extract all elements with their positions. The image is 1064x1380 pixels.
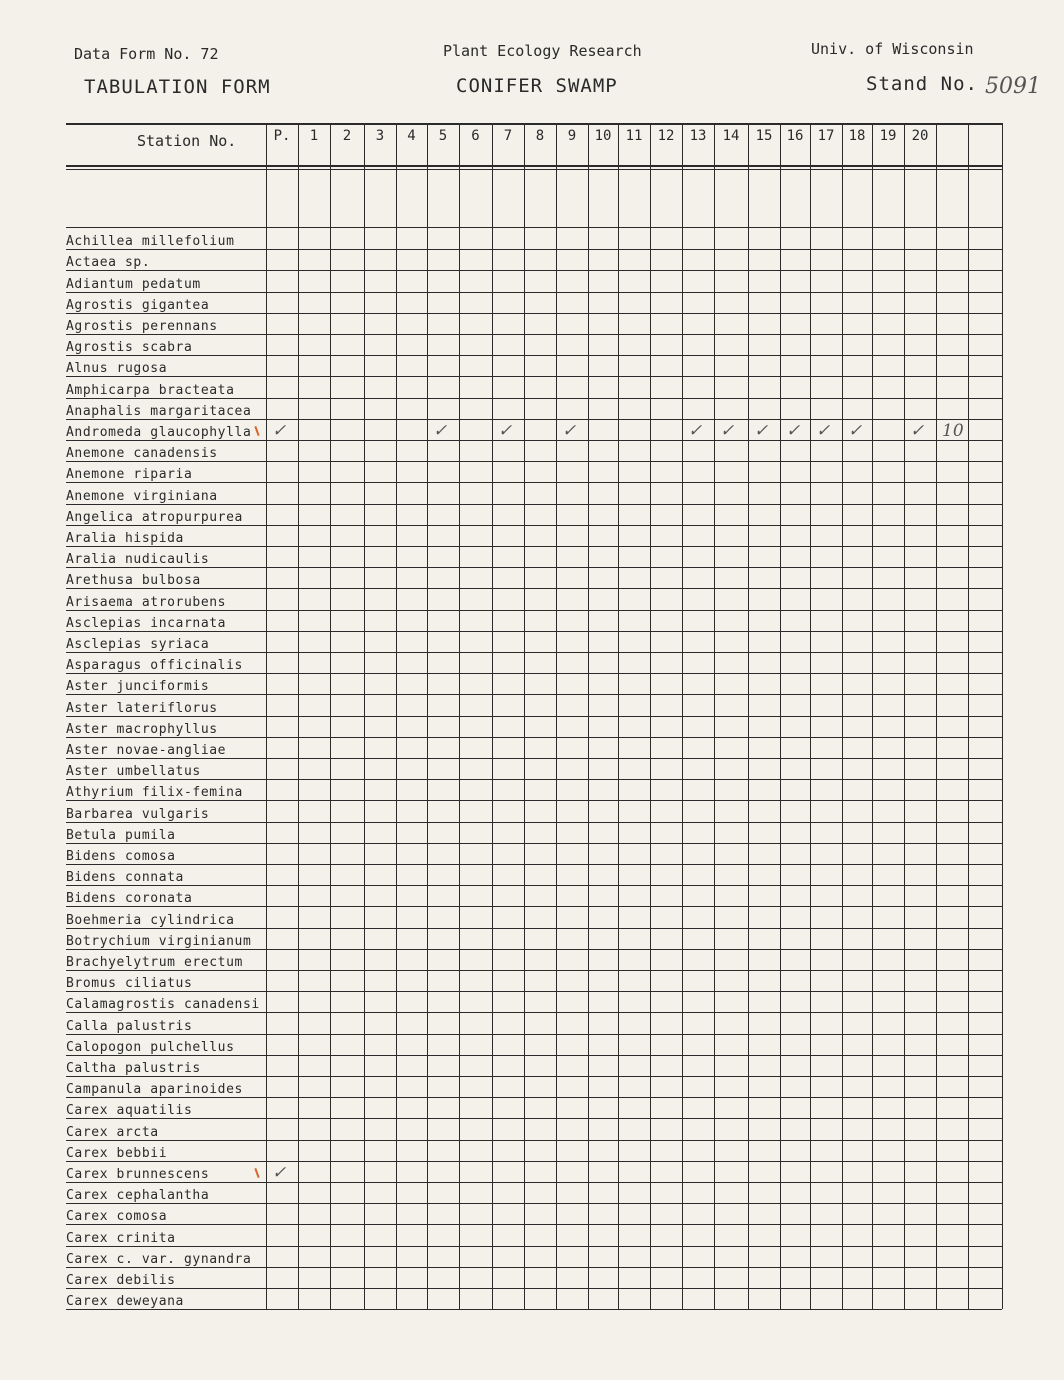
species-label: Asparagus officinalis bbox=[66, 658, 243, 674]
species-label: Bromus ciliatus bbox=[66, 976, 193, 992]
species-label: Botrychium virginianum bbox=[66, 933, 252, 949]
row-line bbox=[66, 716, 1002, 717]
row-line bbox=[66, 991, 1002, 992]
species-label: Bidens comosa bbox=[66, 849, 176, 864]
row-line bbox=[66, 588, 1002, 589]
column-header: 5 bbox=[438, 128, 448, 144]
column-header: 1 bbox=[309, 128, 319, 144]
row-line bbox=[66, 376, 1002, 377]
species-label: Achillea millefolium bbox=[66, 234, 235, 250]
column-header: 10 bbox=[594, 128, 612, 144]
row-line bbox=[66, 249, 1002, 250]
row-line bbox=[66, 970, 1002, 971]
row-line bbox=[66, 822, 1002, 823]
row-line bbox=[66, 1012, 1002, 1013]
column-header: 11 bbox=[625, 128, 643, 144]
red-tick-mark bbox=[254, 426, 259, 436]
species-label: Asclepias syriaca bbox=[66, 637, 210, 652]
red-tick-mark bbox=[254, 1168, 259, 1178]
column-header: 16 bbox=[786, 128, 804, 144]
row-line bbox=[66, 1140, 1002, 1141]
species-label: Agrostis perennans bbox=[66, 319, 218, 334]
station-number-label: Station No. bbox=[137, 132, 237, 150]
row-line bbox=[66, 525, 1002, 526]
species-label: Adiantum pedatum bbox=[66, 276, 201, 292]
column-header: 14 bbox=[722, 128, 740, 144]
species-label: Carex debilis bbox=[66, 1273, 176, 1288]
row-line bbox=[66, 1055, 1002, 1056]
row-line bbox=[66, 292, 1002, 293]
species-label: Arethusa bulbosa bbox=[66, 573, 201, 589]
column-header: P. bbox=[273, 128, 291, 144]
cell-entry: ✓ bbox=[786, 421, 801, 441]
column-header: 8 bbox=[535, 128, 545, 144]
column-divider bbox=[1002, 123, 1003, 1309]
row-line bbox=[66, 800, 1002, 801]
row-line bbox=[66, 694, 1002, 695]
table-top-border bbox=[66, 123, 1002, 125]
column-header: 19 bbox=[879, 128, 897, 144]
cell-entry: ✓ bbox=[848, 421, 863, 441]
row-line bbox=[66, 461, 1002, 462]
species-label: Betula pumila bbox=[66, 827, 176, 843]
form-subtitle: CONIFER SWAMP bbox=[456, 75, 618, 97]
column-header: 20 bbox=[911, 128, 929, 144]
species-label: Carex comosa bbox=[66, 1209, 168, 1225]
row-line bbox=[66, 843, 1002, 844]
column-header: 4 bbox=[407, 128, 416, 144]
species-label: Caltha palustris bbox=[66, 1061, 201, 1076]
row-line bbox=[66, 673, 1002, 674]
form-number: Data Form No. 72 bbox=[74, 45, 219, 63]
column-header: 3 bbox=[375, 128, 385, 144]
species-label: Carex deweyana bbox=[66, 1294, 184, 1310]
row-line bbox=[66, 1076, 1002, 1077]
row-line bbox=[66, 419, 1002, 420]
stand-number-value: 5091 bbox=[985, 74, 1041, 99]
species-label: Aster novae-angliae bbox=[66, 743, 227, 758]
row-line bbox=[66, 1182, 1002, 1183]
row-line bbox=[66, 504, 1002, 505]
row-line bbox=[66, 906, 1002, 907]
header-bottom-border bbox=[66, 165, 1002, 167]
row-line bbox=[66, 885, 1002, 886]
species-label: Andromeda glaucophylla bbox=[66, 425, 252, 440]
cell-entry: ✓ bbox=[720, 421, 735, 441]
species-label: Carex bebbii bbox=[66, 1145, 168, 1161]
row-line bbox=[66, 1161, 1002, 1162]
species-label: Calamagrostis canadensi bbox=[66, 997, 260, 1013]
row-line bbox=[66, 652, 1002, 653]
species-label: Bidens coronata bbox=[66, 891, 193, 907]
row-line bbox=[66, 1118, 1002, 1119]
row-line bbox=[66, 1203, 1002, 1204]
cell-entry: ✓ bbox=[433, 421, 448, 441]
species-label: Actaea sp. bbox=[66, 255, 151, 271]
species-label: Aster macrophyllus bbox=[66, 721, 218, 737]
species-label: Amphicarpa bracteata bbox=[66, 382, 235, 398]
column-header: 17 bbox=[817, 128, 835, 144]
row-line bbox=[66, 779, 1002, 780]
row-line bbox=[66, 631, 1002, 632]
cell-entry: ✓ bbox=[272, 1163, 287, 1183]
species-label: Aster umbellatus bbox=[66, 764, 201, 780]
column-header: 18 bbox=[848, 128, 866, 144]
species-label: Carex c. var. gynandra bbox=[66, 1251, 252, 1267]
organization: Plant Ecology Research bbox=[443, 42, 642, 60]
species-label: Arisaema atrorubens bbox=[66, 594, 227, 610]
row-line bbox=[66, 313, 1002, 314]
cell-entry: ✓ bbox=[498, 421, 513, 441]
species-label: Agrostis scabra bbox=[66, 340, 193, 356]
species-label: Anemone riparia bbox=[66, 467, 193, 483]
row-line bbox=[66, 864, 1002, 865]
row-line bbox=[66, 928, 1002, 929]
species-label: Carex brunnescens bbox=[66, 1167, 210, 1182]
row-line bbox=[66, 1267, 1002, 1268]
stand-number-label: Stand No. bbox=[866, 73, 978, 95]
row-line bbox=[66, 949, 1002, 950]
form-title: TABULATION FORM bbox=[84, 76, 271, 98]
row-line bbox=[66, 1034, 1002, 1035]
cell-entry: ✓ bbox=[910, 421, 925, 441]
row-line bbox=[66, 567, 1002, 568]
row-line bbox=[66, 546, 1002, 547]
species-label: Calopogon pulchellus bbox=[66, 1039, 235, 1055]
row-line bbox=[66, 482, 1002, 483]
row-line bbox=[66, 1097, 1002, 1098]
species-label: Anaphalis margaritacea bbox=[66, 403, 252, 419]
species-label: Alnus rugosa bbox=[66, 361, 168, 377]
row-line bbox=[66, 758, 1002, 759]
cell-entry: ✓ bbox=[562, 421, 577, 441]
column-header: 12 bbox=[657, 128, 675, 144]
row-line bbox=[66, 610, 1002, 611]
row-line bbox=[66, 1309, 1002, 1310]
row-line bbox=[66, 398, 1002, 399]
row-line bbox=[66, 355, 1002, 356]
column-header: 15 bbox=[755, 128, 773, 144]
species-label: Campanula aparinoides bbox=[66, 1082, 243, 1098]
university: Univ. of Wisconsin bbox=[811, 40, 974, 58]
species-label: Angelica atropurpurea bbox=[66, 509, 243, 525]
cell-entry: ✓ bbox=[816, 421, 831, 441]
species-label: Aster junciformis bbox=[66, 679, 210, 695]
row-line bbox=[66, 270, 1002, 271]
species-label: Boehmeria cylindrica bbox=[66, 912, 235, 928]
cell-entry: ✓ bbox=[272, 421, 287, 441]
row-line bbox=[66, 334, 1002, 335]
cell-entry: ✓ bbox=[688, 421, 703, 441]
header-bottom-border-2 bbox=[66, 169, 1002, 170]
species-label: Aster lateriflorus bbox=[66, 700, 218, 716]
species-label: Barbarea vulgaris bbox=[66, 806, 210, 822]
species-label: Brachyelytrum erectum bbox=[66, 955, 243, 970]
row-line bbox=[66, 1224, 1002, 1225]
column-header: 6 bbox=[471, 128, 480, 144]
row-line bbox=[66, 1288, 1002, 1289]
species-label: Anemone canadensis bbox=[66, 446, 218, 462]
species-label: Carex crinita bbox=[66, 1230, 176, 1246]
column-header: 9 bbox=[567, 128, 577, 144]
row-line bbox=[66, 737, 1002, 738]
column-header: 7 bbox=[503, 128, 513, 144]
species-label: Agrostis gigantea bbox=[66, 297, 210, 313]
species-label: Asclepias incarnata bbox=[66, 615, 227, 631]
species-label: Aralia hispida bbox=[66, 531, 184, 546]
cell-entry: ✓ bbox=[754, 421, 769, 441]
species-label: Aralia nudicaulis bbox=[66, 552, 210, 568]
species-label: Athyrium filix-femina bbox=[66, 785, 243, 801]
species-label: Carex arcta bbox=[66, 1124, 159, 1140]
species-label: Anemone virginiana bbox=[66, 488, 218, 504]
row-line bbox=[66, 1246, 1002, 1247]
column-header: 13 bbox=[689, 128, 707, 144]
species-label: Carex cephalantha bbox=[66, 1188, 210, 1204]
cell-entry: 10 bbox=[942, 421, 964, 441]
species-label: Carex aquatilis bbox=[66, 1103, 193, 1119]
species-label: Bidens connata bbox=[66, 870, 184, 886]
spacer-row-line bbox=[66, 227, 1002, 228]
column-header: 2 bbox=[342, 128, 352, 144]
species-label: Calla palustris bbox=[66, 1018, 193, 1034]
